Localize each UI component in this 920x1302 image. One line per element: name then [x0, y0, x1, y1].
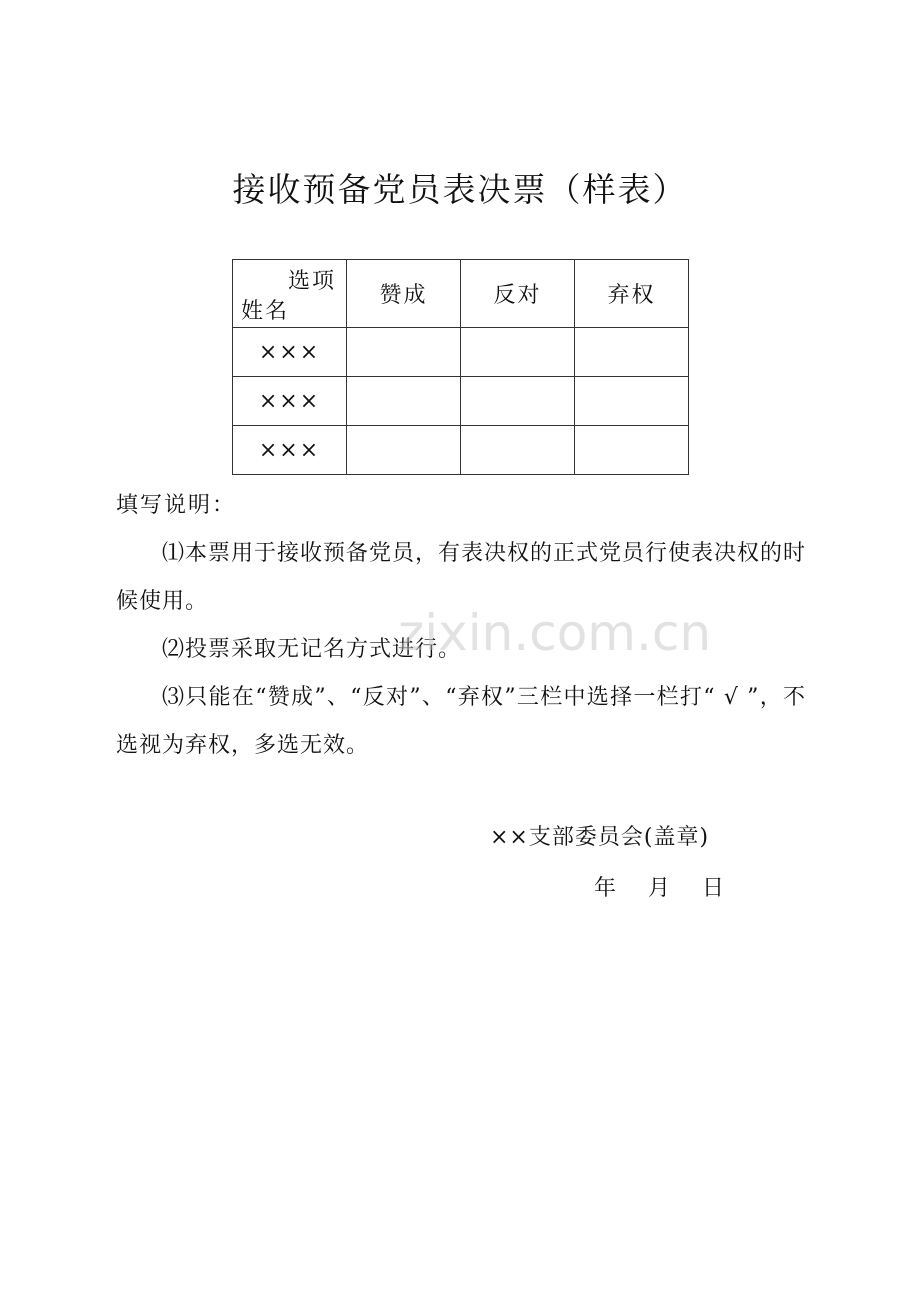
vote-cell-oppose[interactable]	[461, 328, 575, 377]
table-row	[233, 377, 689, 426]
column-header-approve: 赞成	[347, 260, 461, 328]
vote-cell-approve[interactable]	[347, 328, 461, 377]
instruction-item-1: ⑴本票用于接收预备党员，有表决权的正式党员行使表决权的时候使用。	[116, 541, 807, 614]
date-line	[594, 871, 724, 902]
signature-line: ××支部委员会(盖章)	[490, 825, 710, 850]
candidate-name-cell: ×××	[233, 426, 347, 475]
corner-label-options: 选项	[287, 269, 336, 294]
column-header-abstain: 弃权	[575, 260, 689, 328]
instruction-item-3: ⑶只能在“赞成”、“反对”、“弃权”三栏中选择一栏打“ √ ”，不选视为弃权，多选无效。	[116, 685, 806, 758]
vote-cell-approve[interactable]	[347, 377, 461, 426]
vote-cell-approve[interactable]	[347, 426, 461, 475]
watermark: zixin.com.cn	[398, 604, 712, 662]
corner-header-cell	[233, 260, 347, 328]
column-header-oppose: 反对	[461, 260, 575, 328]
table-header-row	[233, 260, 689, 328]
vote-cell-abstain[interactable]	[575, 426, 689, 475]
candidate-name-cell: ×××	[233, 377, 347, 426]
vote-cell-abstain[interactable]	[575, 377, 689, 426]
ballot-table	[232, 259, 689, 475]
date-day-label: 日	[702, 876, 725, 901]
date-month-label: 月	[648, 876, 671, 901]
instructions-heading: 填写说明：	[116, 493, 237, 518]
table-row	[233, 328, 689, 377]
vote-cell-oppose[interactable]	[461, 426, 575, 475]
vote-cell-abstain[interactable]	[575, 328, 689, 377]
vote-cell-oppose[interactable]	[461, 377, 575, 426]
document-title: 接收预备党员表决票（样表）	[232, 170, 688, 209]
instruction-item-2: ⑵投票采取无记名方式进行。	[162, 637, 462, 662]
table-row	[233, 426, 689, 475]
date-year-label: 年	[594, 876, 617, 901]
candidate-name-cell: ×××	[233, 328, 347, 377]
corner-label-name: 姓名	[241, 299, 290, 324]
instructions-section	[116, 482, 806, 770]
